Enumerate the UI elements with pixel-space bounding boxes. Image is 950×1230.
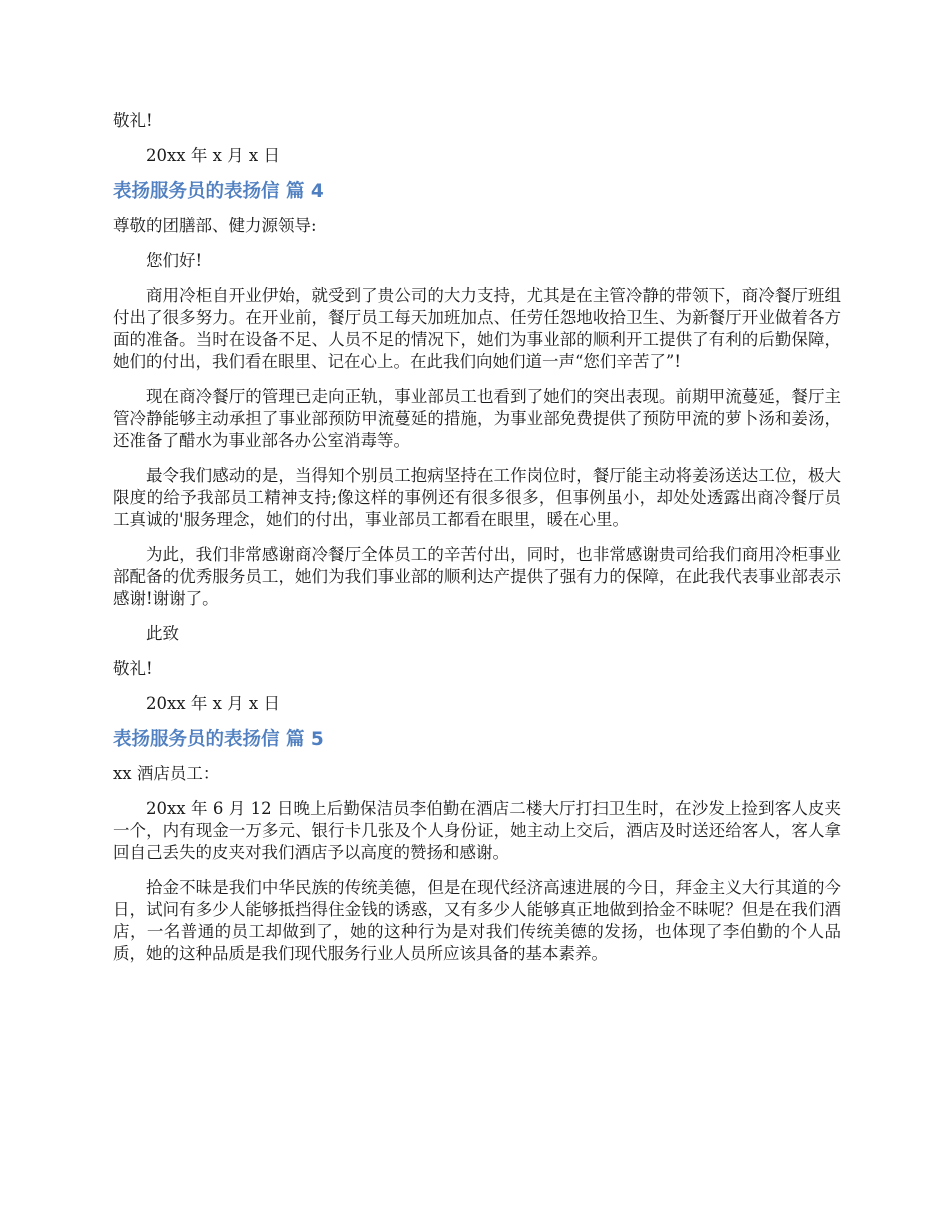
section-heading: 表扬服务员的表扬信 篇 4 [113,181,324,202]
addressee: xx 酒店员工： [113,764,220,783]
section-heading: 表扬服务员的表扬信 篇 5 [113,729,324,750]
greeting: 您们好! [146,251,203,270]
addressee: 尊敬的团膳部、健力源领导: [113,216,317,235]
document-page [113,110,841,978]
body-paragraph: 商用冷柜自开业伊始，就受到了贵公司的大力支持，尤其是在主管冷静的带领下，商冷餐厅班组付出了很多努力。在开业前，餐厅员工每天加班加点、任劳任怨地收拾卫生、为新餐厅开业做着各方面的准备。当时在设备不足、人员不足的情况下，她们为事业部的顺利开工提供了有利的后勤保障，她们的付出，我们看在眼里、记在心上。在此我们向她们道一声“您们辛苦了”! [113,286,841,371]
closing: 此致 [146,624,179,643]
body-paragraph: 为此，我们非常感谢商冷餐厅全体员工的辛苦付出，同时，也非常感谢贵司给我们商用冷柜事业部配备的优秀服务员工，她们为我们事业部的顺利达产提供了强有力的保障，在此我代表事业部表示感谢!谢谢了。 [113,545,841,608]
body-paragraph: 20xx 年 6 月 12 日晚上后勤保洁员李伯勤在酒店二楼大厅打扫卫生时，在沙发上捡到客人皮夹一个，内有现金一万多元、银行卡几张及个人身份证，她主动上交后，酒店及时送还给客人，客人拿回自己丢失的皮夹对我们酒店予以高度的赞扬和感谢。 [113,799,841,862]
body-paragraph: 拾金不昧是我们中华民族的传统美德，但是在现代经济高速进展的今日，拜金主义大行其道的今日，试问有多少人能够抵挡得住金钱的诱惑，又有多少人能够真正地做到拾金不昧呢？但是在我们酒店，一名普通的员工却做到了，她的这种行为是对我们传统美德的发扬，也体现了李伯勤的个人品质，她的这种品质是我们现代服务行业人员所应该具备的基本素养。 [113,878,841,963]
body-paragraph: 现在商冷餐厅的管理已走向正轨，事业部员工也看到了她们的突出表现。前期甲流蔓延，餐厅主管冷静能够主动承担了事业部预防甲流蔓延的措施，为事业部免费提供了预防甲流的萝卜汤和姜汤，还准备了醋水为事业部各办公室消毒等。 [113,387,841,450]
body-paragraph: 最令我们感动的是，当得知个别员工抱病坚持在工作岗位时，餐厅能主动将姜汤送达工位，极大限度的给予我部员工精神支持;像这样的事例还有很多很多，但事例虽小，却处处透露出商冷餐厅员工真诚的'服务理念，她们的付出，事业部员工都看在眼里，暖在心里。 [113,466,841,529]
date-line: 20xx 年 x 月 x 日 [146,694,280,713]
salutation: 敬礼! [113,111,153,130]
salutation: 敬礼! [113,659,153,678]
date-line: 20xx 年 x 月 x 日 [146,146,280,165]
